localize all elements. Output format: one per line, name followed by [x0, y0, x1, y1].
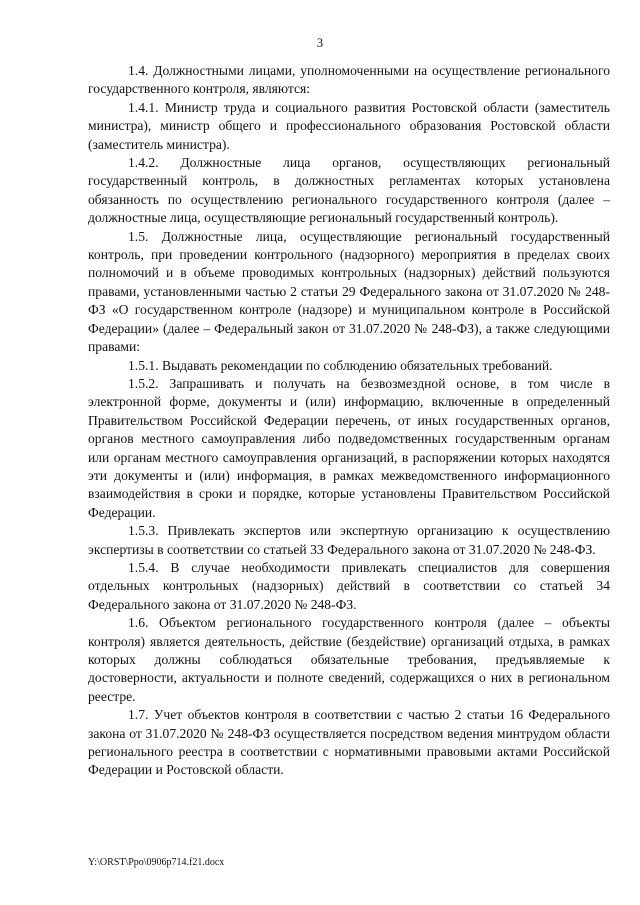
- paragraph-1-5-2: 1.5.2. Запрашивать и получать на безвозмездной основе, в том числе в электронной форме, документы и (или) информацию, включенные в определенный Правительством Российской Федерации перечень, от иных государственных органов, органов местного самоуправления либо подведомственных государственным органам или органам местного самоуправления организаций, в распоряжении которых находятся эти документы и (или) информация, в рамках межведомственного информационного взаимодействия в сроки и порядке, которые установлены Правительством Российской Федерации.: [88, 375, 610, 520]
- paragraph-1-5-1: 1.5.1. Выдавать рекомендации по соблюдению обязательных требований.: [128, 357, 553, 373]
- paragraph-1-5: 1.5. Должностные лица, осуществляющие региональный государственный контроль, при проведении контрольного (надзорного) мероприятия в пределах своих полномочий и в объеме проводимых контрольных (надзорных) действий пользуются правами, установленными частью 2 статьи 29 Федерального закона от 31.07.2020 № 248-ФЗ «О государственном контроле (надзоре) и муниципальном контроле в Российской Федерации» (далее – Федеральный закон от 31.07.2020 № 248-ФЗ), а также следующими правами:: [88, 228, 610, 355]
- document-body: [88, 62, 610, 780]
- paragraph-1-7: 1.7. Учет объектов контроля в соответствии с частью 2 статьи 16 Федерального закона от 31.07.2020 № 248-ФЗ осуществляется посредством ведения минтрудом области регионального реестра в соответствии с нормативными правовыми актами Российской Федерации и Ростовской области.: [88, 707, 610, 778]
- paragraph-1-4-2: 1.4.2. Должностные лица органов, осуществляющих региональный государственный контроль, в должностных регламентах которых установлена обязанность по осуществлению регионального государственного контроля (далее – должностные лица, осуществляющие региональный государственный контроль).: [88, 155, 610, 226]
- paragraph-1-4: 1.4. Должностными лицами, уполномоченными на осуществление регионального государственного контроля, являются:: [88, 63, 610, 97]
- footer-file-path: Y:\ORST\Ppo\0906p714.f21.docx: [88, 857, 225, 868]
- paragraph-1-5-4: 1.5.4. В случае необходимости привлекать специалистов для совершения отдельных контрольных (надзорных) действий в соответствии со статьей 34 Федерального закона от 31.07.2020 № 248-ФЗ.: [88, 559, 610, 612]
- page-number: 3: [316, 36, 324, 50]
- paragraph-1-6: 1.6. Объектом регионального государственного контроля (далее – объекты контроля) является деятельность, действие (бездействие) организаций отдыха, в рамках которых должны соблюдаться обязательные требования, предъявляемые к достоверности, актуальности и полноте сведений, содержащихся о них в региональном реестре.: [88, 615, 610, 704]
- paragraph-1-5-3: 1.5.3. Привлекать экспертов или экспертную организацию к осуществлению экспертизы в соответствии со статьей 33 Федерального закона от 31.07.2020 № 248-ФЗ.: [88, 523, 610, 557]
- paragraph-1-4-1: 1.4.1. Министр труда и социального развития Ростовской области (заместитель министра), министр общего и профессионального образования Ростовской области (заместитель министра).: [88, 99, 610, 152]
